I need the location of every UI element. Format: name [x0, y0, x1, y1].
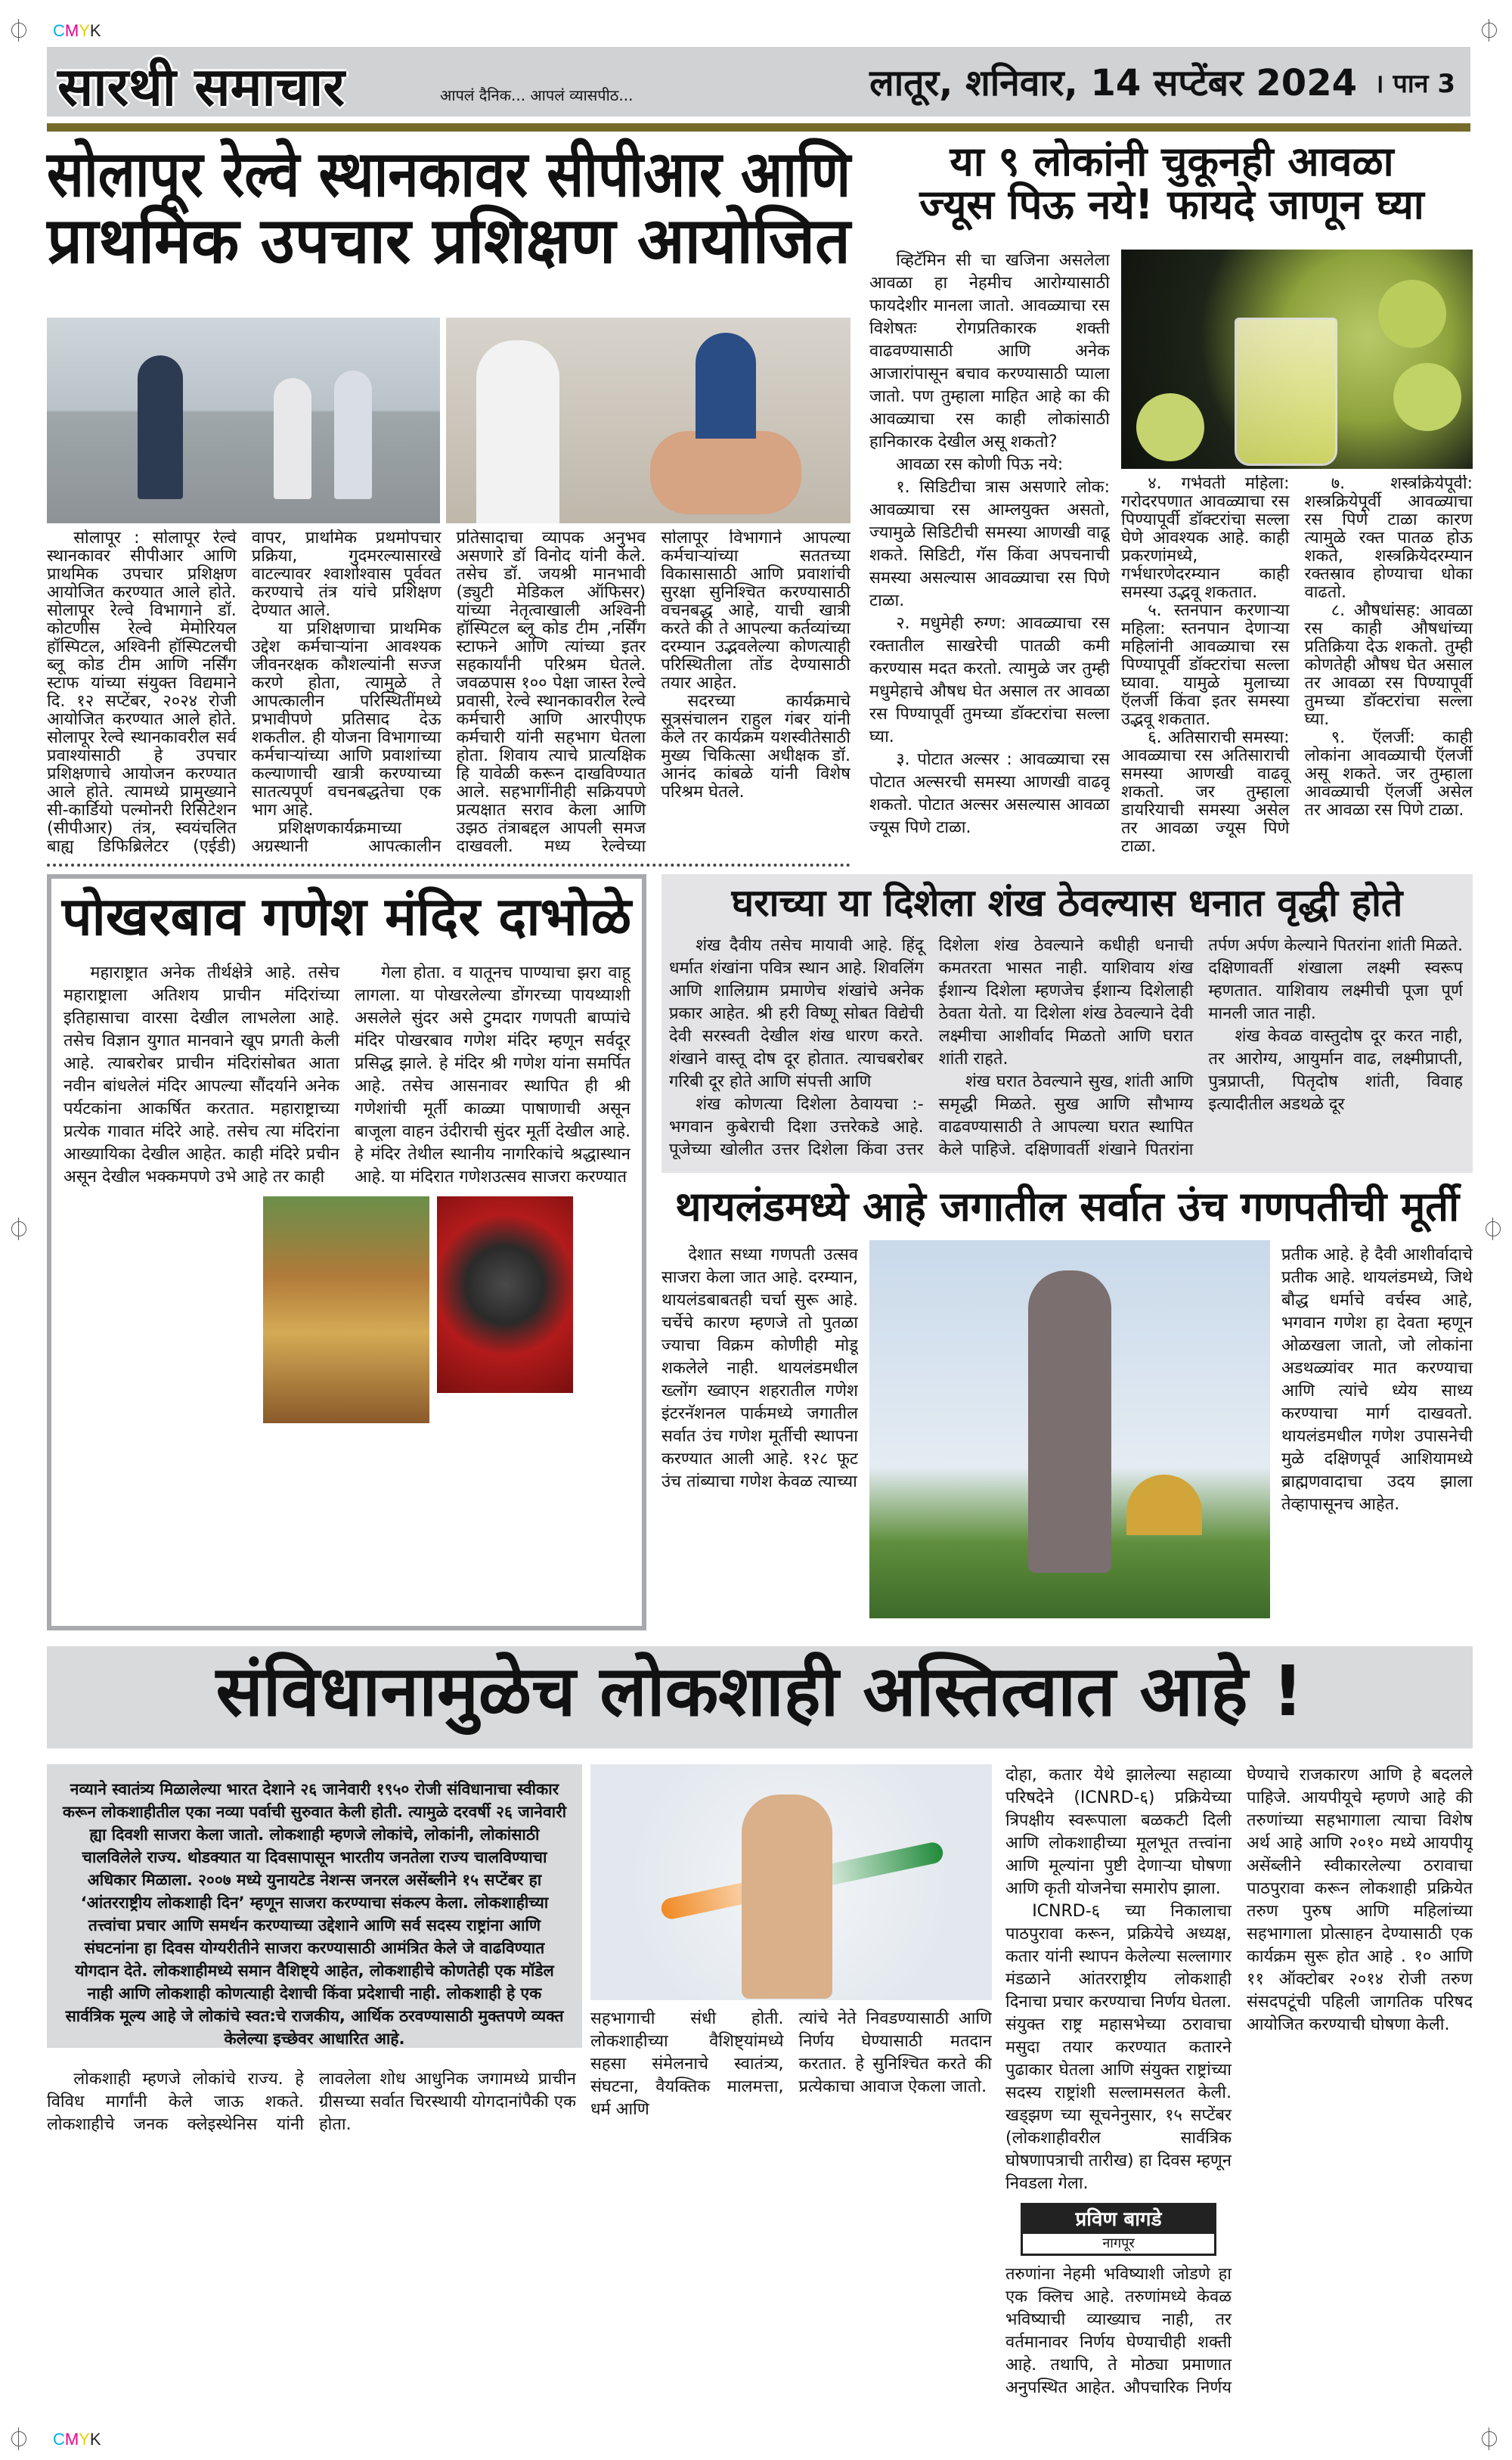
- author-byline: [1021, 2203, 1216, 2256]
- paragraph: ५. स्तनपान करणाऱ्या महिला: स्तनपान देणाऱ्या महिलांनी आवळ्याचा रस पिण्यापूर्वी डॉक्टरांचा सल्ला घ्यावा. यामुळे मुलाच्या ऍलर्जी किंवा इतर समस्या उद्भवू शकतात.: [1121, 601, 1290, 729]
- paragraph: आवळा रस कोणी पिऊ नये:: [896, 455, 1064, 474]
- shankh-article-box: [662, 874, 1473, 1173]
- democracy-lead-box: [47, 1764, 582, 2048]
- headline-line: ज्यूस पिऊ नये! फायदे जाणून घ्या: [919, 180, 1424, 228]
- ganesh-statue-photo: [869, 1240, 1270, 1618]
- paragraph: त्यांचे नेते निवडण्यासाठी आणि निर्णय घेण्यासाठी मतदान करतात. हे सुनिश्चित करते की प्रत्येकाचा आवाज ऐकला जातो.: [798, 2009, 992, 2096]
- headline-line: प्राथमिक उपचार प्रशिक्षण आयोजित: [47, 203, 850, 278]
- amla-juice-photo: [1121, 250, 1473, 469]
- paragraph: शंख घरात ठेवल्याने सुख, शांती आणि समृद्धी मिळते. सुख आणि सौभाग्य वाढवण्यासाठी ते आपल्या घरात स्थापित केले पाहिजे. दक्षिणावर्ती शंखाने पितरांना तर्पण अर्पण केल्याने पितरांना शांती मिळते. दक्षिणावर्ती शंखाला लक्ष्मी स्वरूप म्हणतात. याशिवाय लक्ष्मीची पूजा पूर्ण मानली जात नाही.: [938, 936, 1463, 1159]
- paragraph: १. सिडिटीचा त्रास असणारे लोक: आवळ्याचा रस आम्लयुक्त असतो, ज्यामुळे सिडिटीची समस्या आणखी वाढू शकते. सिडिटी, गॅस किंवा अपचनाची समस्या असल्यास आवळ्याचा रस पिणे टाळा.: [869, 478, 1110, 610]
- newspaper-title: सारथी समाचार: [57, 56, 345, 118]
- masthead: [47, 47, 1470, 116]
- lead-paragraph: नव्याने स्वातंत्र्य मिळालेल्या भारत देशाने २६ जानेवारी १९५० रोजी संविधानाचा स्वीकार करून लोकशाहीतील एका नव्या पर्वाची सुरुवात केली होती. त्यामुळे दरवर्षी २६ जानेवारी ह्या दिवशी साजरा केला जातो. लोकशाही म्हणजे लोकांचे, लोकांनी, लोकांसाठी चालविलेले राज्य. थोडक्यात या दिवसापासून भारतीय जनतेला राज्य चालविण्याचा अधिकार मिळाला. २००७ मध्ये युनायटेड नेशन्स जनरल असेंब्लीने १५ सप्टेंबर हा ‘आंतरराष्ट्रीय लोकशाही दिन’ म्हणून साजरा करण्याचा संकल्प केला. लोकशाहीच्या तत्त्वांचा प्रचार आणि समर्थन करण्याच्या उद्देशाने आणि सर्व सदस्य राष्ट्रांना आणि संघटनांना हा दिवस योग्यरीतीने साजरा करण्यासाठी आमंत्रित केले जे वाढविण्यात योगदान देते. लोकशाहीमध्ये समान वैशिष्ट्ये आहेत, लोकशाहीचे कोणतेही एक मॉडेल नाही आणि लोकशाही कोणत्याही देशाची किंवा प्रदेशाची नाही. लोकशाही हे एक सार्वत्रिक मूल्य आहे जे लोकांचे स्वत:चे राजकीय, आर्थिक ठरवण्यासाठी मुक्तपणे व्यक्त केलेल्या इच्छेवर आधारित आहे.: [62, 1780, 567, 2048]
- byline-name: प्रविण बागडे: [1023, 2205, 1214, 2234]
- paragraph: सहभागाची संधी होती. लोकशाहीच्या वैशिष्ट्यांमध्ये सहसा संमेलनाचे स्वातंत्र्य, संघटना, वैयक्तिक मालमत्ता, धर्म आणि: [590, 2009, 784, 2119]
- paragraph: २. मधुमेही रुग्ण: आवळ्याचा रस रक्तातील साखरेची पातळी कमी करण्यास मदत करतो. त्यामुळे जर तुम्ही मधुमेहाचे औषध घेत असाल तर आवळा रस पिण्यापूर्वी तुमच्या डॉक्टरांचा सल्ला घ्या.: [869, 614, 1110, 746]
- amla-article-body-right: [1121, 475, 1473, 859]
- paragraph: प्रशिक्षणकार्यक्रमाच्या अग्रस्थानी आपत्कालीन प्रतिसादाचा व्यापक अनुभव असणारे डॉ विनोद यांनी केले. तसेच डॉ. जयश्री मानभावी (ड्युटी मेडिकल ऑफिसर) यांच्या नेतृत्वाखाली अश्विनी हॉस्पिटल ब्लू कोड टीम ,नर्सिंग स्टाफने आणि त्यांच्या इतर सहकार्यांनी परिश्रम घेतले. जवळपास १०० पेक्षा जास्त रेल्वे प्रवासी, रेल्वे स्थानकावरील रेल्वे कर्मचारी आणि आरपीएफ कर्मचारी यांनी सहभाग घेतला होता. शिवाय त्याचे प्रात्यक्षिक हि यावेळी करून दाखविण्यात आले. सहभागींनीही सक्रियपणे प्रत्यक्षात सराव केला आणि उझठ तंत्राबद्दल आपली समज दाखवली. मध्य रेल्वेच्या सोलापूर विभागाने आपल्या कर्मचाऱ्यांच्या सततच्या विकासासाठी आणि प्रवाशांची सुरक्षा सुनिश्चित करण्यासाठी वचनबद्ध आहे, याची खात्री करते की ते आपल्या कर्तव्यांच्या दरम्यान उद्भवलेल्या कोणत्याही परिस्थितीला तोंड देण्यासाठी तयार आहेत.: [251, 529, 850, 856]
- solapur-headline: [47, 137, 851, 311]
- paragraph: दोहा, कतार येथे झालेल्या सहाव्या परिषदेने (ICNRD-६) प्रक्रियेच्या त्रिपक्षीय स्वरूपाला बळकटी दिली आणि लोकशाहीच्या मूलभूत तत्त्वांना आणि मूल्यांना पुष्टी देणाऱ्या घोषणा आणि कृती योजनेचा समारोप झाला.: [1005, 1766, 1232, 1898]
- thailand-article-body-right: [1281, 1244, 1473, 1630]
- paragraph: ४. गर्भवती महिला: गरोदरपणात आवळ्याचा रस पिण्यापूर्वी डॉक्टरांचा सल्ला घेणे आवश्यक आहे. काही प्रकरणांमध्ये, गर्भधारणेदरम्यान काही समस्या उद्भवू शकतात.: [1121, 475, 1290, 602]
- paragraph: शंख दैवीय तसेच मायावी आहे. हिंदू धर्मात शंखांना पवित्र स्थान आहे. शिवलिंग आणि शालिग्राम प्रमाणेच शंखांचे अनेक प्रकार आहेत. श्री हरी विष्णू सोबत विद्येची देवी सरस्वती देखील शंख धारण करते. शंखाने वास्तू दोष दूर होतात. त्याचबरोबर गरिबी दूर होते आणि संपत्ती आणि: [669, 936, 924, 1091]
- paragraph: शंख कोणत्या दिशेला ठेवायचा :- भगवान कुबेराची दिशा उत्तरेकडे आहे. पूजेच्या खोलीत उत्तर दिशेला किंवा उत्तर दिशेला शंख ठेवल्याने कधीही धनाची कमतरता भासत नाही. याशिवाय शंख ईशान्य दिशेला म्हणजेच ईशान्य दिशेलाही ठेवता येतो. या दिशेला शंख ठेवल्याने देवी लक्ष्मीचा आशीर्वाद मिळतो आणि घरात शांती राहते.: [669, 936, 1194, 1159]
- democracy-headline-band: [47, 1646, 1473, 1748]
- solapur-article-body: [47, 529, 850, 859]
- amla-article-body-left: [869, 250, 1110, 859]
- registration-mark: [1482, 1218, 1504, 1240]
- registration-mark: [1478, 19, 1501, 42]
- paragraph: या प्रशिक्षणाचा प्राथमिक उद्देश कर्मचाऱ्यांना आवश्यक जीवनरक्षक कौशल्यांनी सज्ज करणे होता, त्यामुळे ते आपत्कालीन परिस्थितींमध्ये प्रभावीपणे प्रतिसाद देऊ शकतील. ही योजना विभागाच्या कर्मचाऱ्यांच्या आणि प्रवाशांच्या कल्याणाची खात्री करण्याच्या सातत्यपूर्ण वचनबद्धतेचा एक भाग आहे.: [251, 619, 442, 820]
- cmyk-color-bar: CMYK: [53, 21, 101, 40]
- cmyk-color-bar: CMYK: [53, 2430, 101, 2449]
- paragraph: ८. औषधांसह: आवळा रस काही औषधांच्या प्रतिक्रिया देऊ शकतो. तुम्ही कोणतेही औषध घेत असाल तर आवळा रस पिण्यापूर्वी तुमच्या डॉक्टरांचा सल्ला घ्या.: [1304, 601, 1473, 729]
- pokharbav-article-box: [47, 874, 646, 1630]
- paragraph: शंख केवळ वास्तुदोष दूर करत नाही, तर आरोग्य, आयुर्मान वाढ, लक्ष्मीप्राप्ती, पुत्रप्राप्ती, पितृदोष शांती, विवाह इत्यादीतील अडथळे दूर: [1208, 1027, 1463, 1114]
- thailand-headline: थायलंडमध्ये आहे जगातील सर्वात उंच गणपतीची मूर्ती: [674, 1183, 1460, 1230]
- paragraph: ३. पोटात अल्सर : आवळ्याचा रस पोटात अल्सरची समस्या आणखी वाढवू शकतो. पोटात अल्सर असल्यास आवळा ज्यूस पिणे टाळा.: [869, 750, 1110, 837]
- paragraph: महाराष्ट्रात अनेक तीर्थक्षेत्रे आहे. तसेच महाराष्ट्राला अतिशय प्राचीन मंदिरांच्या इतिहासाचा वारसा देखील लाभलेला आहे. तसेच विज्ञान युगात मानवाने खूप प्रगती केली आहे. त्याबरोबर प्राचीन मंदिरांसोबत आता नवीन बांधलेलं मंदिर आपल्या सौंदर्याने अनेक पर्यटकांना आकर्षित करतात. महाराष्ट्राच्या प्रत्येक गावात मंदिरे आहे. तसेच त्या मंदिरांना आख्यायिका देखील आहेत. काही मंदिरे प्रचीन असून देखील भक्कमपणे उभे आहे तर काही: [64, 963, 339, 1187]
- section-divider: [47, 864, 850, 867]
- headline-line: या ९ लोकांनी चुकूनही आवळा: [950, 138, 1394, 185]
- paragraph: ९. ऍलर्जी: काही लोकांना आवळ्याची ऍलर्जी असू शकते. जर तुम्हाला आवळ्याची ऍलर्जी असेल तर आवळा रस पिणे टाळा.: [1304, 728, 1473, 820]
- tagline: आपलं दैनिक... आपलं व्यासपीठ...: [440, 86, 634, 104]
- raised-fist-tricolor-illustration: [590, 1764, 992, 2000]
- page-number: । पान 3: [1374, 69, 1455, 99]
- paragraph: गेला होता. व यातूनच पाण्याचा झरा वाहू लागला. या पोखरलेल्या डोंगरच्या पायथ्याशी असलेले सुंदर असे टुमदार गणपती बाप्पांचे मंदिर पोखरबाव गणेश मंदिर म्हणून सर्वदूर प्रसिद्ध झाले. हे मंदिर श्री गणेश यांना समर्पित आहे. तसेच आसनावर स्थापित ही श्री गणेशांची मूर्ती काळ्या पाषाणाची असून बाजूला वाहन उंदीराची सुंदर मूर्ती देखील आहे. हे मंदिर तेथील स्थानीय नागरिकांचे श्रद्धास्थान आहे. या मंदिरात गणेशउत्सव साजरा करण्यात: [355, 963, 631, 1187]
- registration-mark: [8, 19, 30, 42]
- democracy-headline: संविधानामुळेच लोकशाही अस्तित्वात आहे !: [215, 1651, 1304, 1732]
- paragraph: देशात सध्या गणपती उत्सव साजरा केला जात आहे. दरम्यान, थायलंडबाबतही चर्चा सुरू आहे. चर्चेचे कारण म्हणजे तो पुतळा ज्याचा विक्रम कोणीही मोडू शकलेले नाही. थायलंडमधील ख्लोंग ख्वाएन शहरातील गणेश इंटरनॅशनल पार्कमध्ये जगातील सर्वात उंच गणेश मूर्तीची स्थापना करण्यात आली आहे. १२८ फूट उंच तांब्याचा गणेश केवळ त्याच्या: [662, 1246, 858, 1491]
- paragraph: ६. अतिसाराची समस्या: आवळ्याचा रस अतिसाराची समस्या आणखी वाढवू शकतो. जर तुम्हाला डायरियाची समस्या असेल तर आवळा ज्यूस पिणे टाळा.: [1121, 728, 1290, 856]
- registration-mark: [8, 2427, 30, 2450]
- democracy-body-right: [1005, 1764, 1473, 2415]
- democracy-body-left: [47, 2068, 576, 2416]
- byline-place: नागपूर: [1102, 2235, 1135, 2251]
- headline-line: सोलापूर रेल्वे स्थानकावर सीपीआर आणि: [47, 137, 851, 211]
- paragraph: सोलापूर : सोलापूर रेल्वे स्थानकावर सीपीआर आणि प्राथमिक उपचार प्रशिक्षण आयोजित करण्यात आले होते. सोलापूर रेल्वे विभागाने डॉ. कोटणीस रेल्वे मेमोरियल हॉस्पिटल, अश्विनी हॉस्पिटलची ब्लू कोड टीम आणि नर्सिंग स्टाफ यांच्या संयुक्त विद्यमाने दि. १२ सप्टेंबर, २०२४ रोजी आयोजित करण्यात आले होते. सोलापूर रेल्वे स्थानकावरील सर्व प्रवाश्यांसाठी हे उपचार प्रशिक्षणाचे आयोजन करण्यात आले होते. त्यामध्ये प्रामुख्याने सी-कार्डियो पल्मोनरी रिसिटेशन (सीपीआर) तंत्र, स्वयंचलित बाह्य डिफिब्रिलेटर (एईडी) वापर, प्राथमिक प्रथमोपचार प्रक्रिया, गुदमरल्यासारखे वाटल्यावर श्वाशोश्वास पूर्ववत करण्याचे तंत्र यांचे प्रशिक्षण देण्यात आले.: [47, 529, 442, 856]
- paragraph: प्रतीक आहे. हे दैवी आशीर्वादाचे प्रतीक आहे. थायलंडमध्ये, जिथे बौद्ध धर्माचे वर्चस्व आहे, भगवान गणेश हा देवता म्हणून ओळखला जातो, जो लोकांना अडथळ्यांवर मात करण्याचा आणि त्यांचे ध्येय साध्य करण्याचा मार्ग दाखवतो. थायलंडमधील गणेश उपासनेची मुळे दक्षिणपूर्व आशियामध्ये ब्राह्मणवादाचा उदय झाला तेव्हापासूनच आहेत.: [1281, 1246, 1473, 1514]
- temple-photo: [263, 1196, 429, 1423]
- thailand-article-body-left: [662, 1244, 858, 1630]
- registration-mark: [8, 1218, 30, 1240]
- registration-mark: [1478, 2427, 1501, 2450]
- democracy-body-middle: [590, 2008, 992, 2416]
- pokharbav-article-body: [64, 962, 631, 1189]
- cpr-training-photo-1: [47, 318, 440, 523]
- paragraph: ७. शस्त्रक्रियेपूर्वी: शस्त्रक्रियेपूर्वी आवळ्याचा रस पिणे टाळा कारण त्यामुळे रक्त पातळ होऊ शकते, शस्त्रक्रियेदरम्यान रक्तस्राव होण्याचा धोका वाढतो.: [1304, 475, 1473, 602]
- dateline: लातूर, शनिवार, 14 सप्टेंबर 2024: [869, 62, 1357, 104]
- masthead-rule: [47, 123, 1470, 132]
- paragraph: सदरच्या कार्यक्रमाचे सूत्रसंचालन राहुल गंबर यांनी केले तर कार्यक्रम यशस्वीतेसाठी मुख्य चिकित्सा अधीक्षक डॉ. आनंद कांबळे यांनी विशेष परिश्रम घेतले.: [661, 692, 850, 802]
- paragraph: तरुणांना नेहमी भविष्याशी जोडणे हा एक क्लिच आहे. तरुणांमध्ये केवळ भविष्याची व्याख्याच नाही, तर वर्तमानावर निर्णय घेण्याचीही शक्ती आहे. तथापि, ते मोठ्या प्रमाणात अनुपस्थित आहेत. औपचारिक निर्णय घेण्याचे राजकारण आणि हे बदलले पाहिजे. आयपीयूचे म्हणणे आहे की तरुणांच्या सहभागाला त्याचा विशेष अर्थ आहे आणि २०१० मध्ये आयपीयू असेंब्लीने स्वीकारलेल्या ठरावाचा पाठपुरावा करून लोकशाही प्रक्रियेत तरुण पुरुष आणि महिलांच्या सहभागाला प्रोत्साहन देण्यासाठी एक कार्यक्रम सुरू होत आहे . १० आणि ११ ऑक्टोबर २०१४ रोजी तरुण संसदपटूंची पहिली जागतिक परिषद आयोजित करण्याची घोषणा केली.: [1005, 1766, 1473, 2397]
- cpr-training-photo-2: [446, 318, 850, 523]
- paragraph: ICNRD-६ च्या निकालाचा पाठपुरावा करून, प्रक्रियेचे अध्यक्ष, कतार यांनी स्थापन केलेल्या सल्लागार मंडळाने आंतरराष्ट्रीय लोकशाही दिनाचा प्रचार करण्याचा निर्णय घेतला. संयुक्त राष्ट्र महासभेच्या ठरावाचा मसुदा तयार करण्यात कतारने पुढाकार घेतला आणि संयुक्त राष्ट्रांच्या सदस्य राष्ट्रांशी सल्लामसलत केली. खड्झण च्या सूचनेनुसार, १५ सप्टेंबर (लोकशाहीवरील सार्वत्रिक घोषणापत्राची तारीख) हा दिवस म्हणून निवडला गेला.: [1005, 1902, 1232, 2193]
- ganesh-idol-photo: [437, 1196, 573, 1393]
- paragraph: व्हिटॅमिन सी चा खजिना असलेला आवळा हा नेहमीच आरोग्यासाठी फायदेशीर मानला जातो. आवळ्याचा रस विशेषतः रोगप्रतिकारक शक्ती वाढवण्यासाठी आणि अनेक आजारांपासून बचाव करण्यासाठी प्याला जातो. पण तुम्हाला माहित आहे का की आवळ्याचा रस काही लोकांसाठी हानिकारक देखील असू शकतो?: [869, 251, 1110, 451]
- shankh-article-body: [669, 935, 1463, 1169]
- paragraph: लोकशाही म्हणजे लोकांचे राज्य. हे विविध मार्गांनी केले जाऊ शकते. लोकशाहीचे जनक क्लेइस्थेनिस यांनी लावलेला शोध आधुनिक जगामध्ये प्राचीन ग्रीसच्या सर्वात चिरस्थायी योगदानांपैकी एक होता.: [47, 2070, 576, 2134]
- amla-headline: [869, 138, 1474, 228]
- pokharbav-headline: पोखरबाव गणेश मंदिर दाभोळे: [61, 886, 632, 948]
- shankh-headline: घराच्या या दिशेला शंख ठेवल्यास धनात वृद्धी होते: [731, 881, 1403, 925]
